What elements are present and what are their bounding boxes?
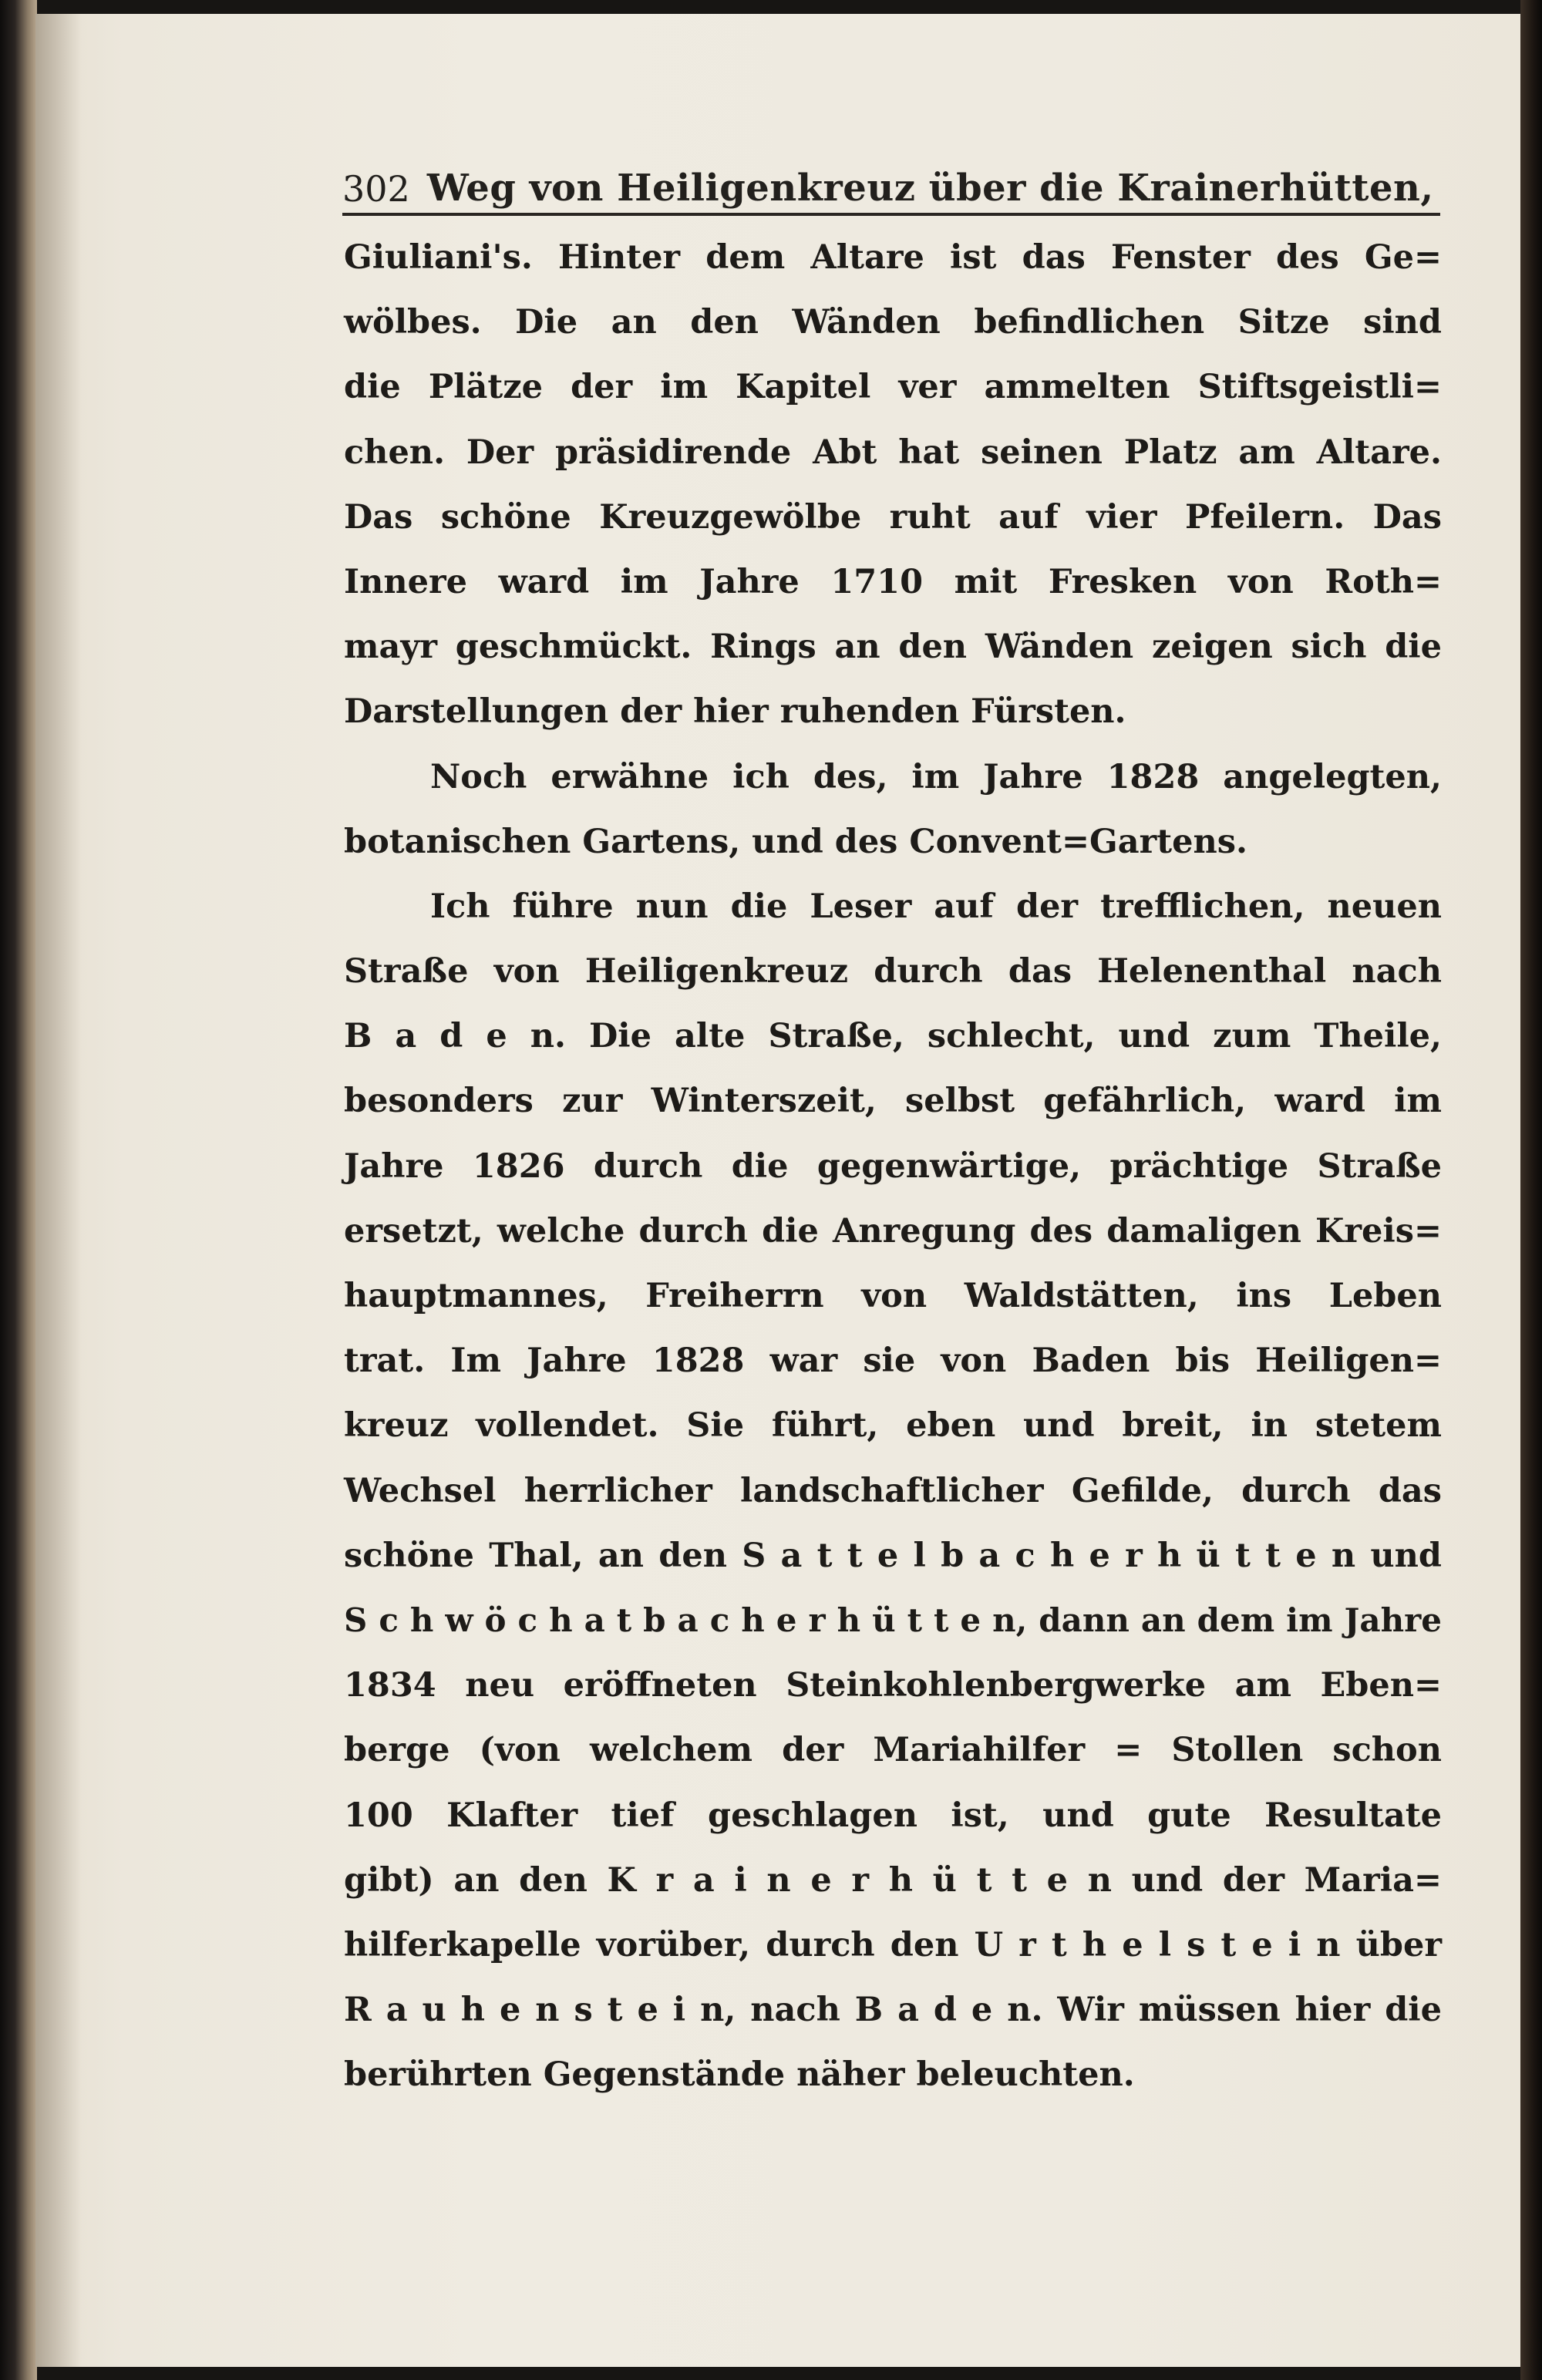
text-line: berührten Gegenstände näher beleuchten. (344, 2055, 1135, 2095)
text-line: hauptmannes, Freiherrn von Waldstätten, ins Leben (344, 1277, 1442, 1315)
text-line: B a d e n. Die alte Straße, schlecht, und zum Theile, (344, 1017, 1442, 1056)
book-spine (0, 0, 37, 2380)
text-line: Wechsel herrlicher landschaftlicher Gefilde, durch das (344, 1471, 1442, 1510)
text-line: ersetzt, welche durch die Anregung des damaligen Kreis= (344, 1211, 1442, 1251)
text-line: Darstellungen der hier ruhenden Fürsten. (344, 692, 1126, 732)
running-title: Weg von Heiligenkreuz über die Krainerhütten, (426, 167, 1434, 210)
gutter-shadow (35, 14, 82, 2367)
text-line: Jahre 1826 durch die gegenwärtige, prächtige Straße (344, 1146, 1442, 1186)
text-line: chen. Der präsidirende Abt hat seinen Platz am Altare. (344, 433, 1442, 472)
text-line: gibt) an den K r a i n e r h ü t t e n und der Maria= (344, 1860, 1442, 1900)
text-line: Ich führe nun die Leser auf der trefflichen, neuen (430, 887, 1442, 926)
text-line: Innere ward im Jahre 1710 mit Fresken von Roth= (344, 562, 1442, 601)
text-line: Noch erwähne ich des, im Jahre 1828 angelegten, (430, 757, 1442, 796)
text-line: mayr geschmückt. Rings an den Wänden zeigen sich die (344, 628, 1442, 667)
text-line: wölbes. Die an den Wänden befindlichen Sitze sind (344, 303, 1442, 342)
text-line: 1834 neu eröffneten Steinkohlenbergwerke am Eben= (344, 1666, 1442, 1705)
cover-edge (1520, 0, 1542, 2380)
text-line: hilferkapelle vorüber, durch den U r t h e l s t e i n über (344, 1925, 1442, 1964)
text-line: trat. Im Jahre 1828 war sie von Baden bis Heiligen= (344, 1341, 1442, 1381)
text-line: kreuz vollendet. Sie führt, eben und breit, in stetem (344, 1406, 1442, 1446)
text-line: botanischen Gartens, und des Convent=Gartens. (344, 822, 1247, 861)
text-line: besonders zur Winterszeit, selbst gefährlich, ward im (344, 1082, 1442, 1121)
text-line: Giuliani's. Hinter dem Altare ist das Fenster des Ge= (344, 238, 1442, 277)
text-line: S c h w ö c h a t b a c h e r h ü t t e n, dann an dem im Jahre (344, 1601, 1442, 1639)
body-text (344, 225, 1442, 2107)
text-line: R a u h e n s t e i n, nach B a d e n. Wir müssen hier die (344, 1991, 1442, 2030)
text-line: berge (von welchem der Mariahilfer = Stollen schon (344, 1731, 1442, 1770)
text-line: Das schöne Kreuzgewölbe ruht auf vier Pfeilern. Das (344, 497, 1442, 537)
text-line: schöne Thal, an den S a t t e l b a c h e r h ü t t e n und (344, 1536, 1442, 1575)
text-line: Straße von Heiligenkreuz durch das Helenenthal nach (344, 952, 1442, 991)
page-header (342, 151, 1440, 216)
text-line: die Plätze der im Kapitel ver ammelten Stiftsgeistli= (344, 368, 1442, 407)
text-line: 100 Klafter tief geschlagen ist, und gute Resultate (344, 1796, 1442, 1835)
page-number: 302 (342, 168, 410, 210)
